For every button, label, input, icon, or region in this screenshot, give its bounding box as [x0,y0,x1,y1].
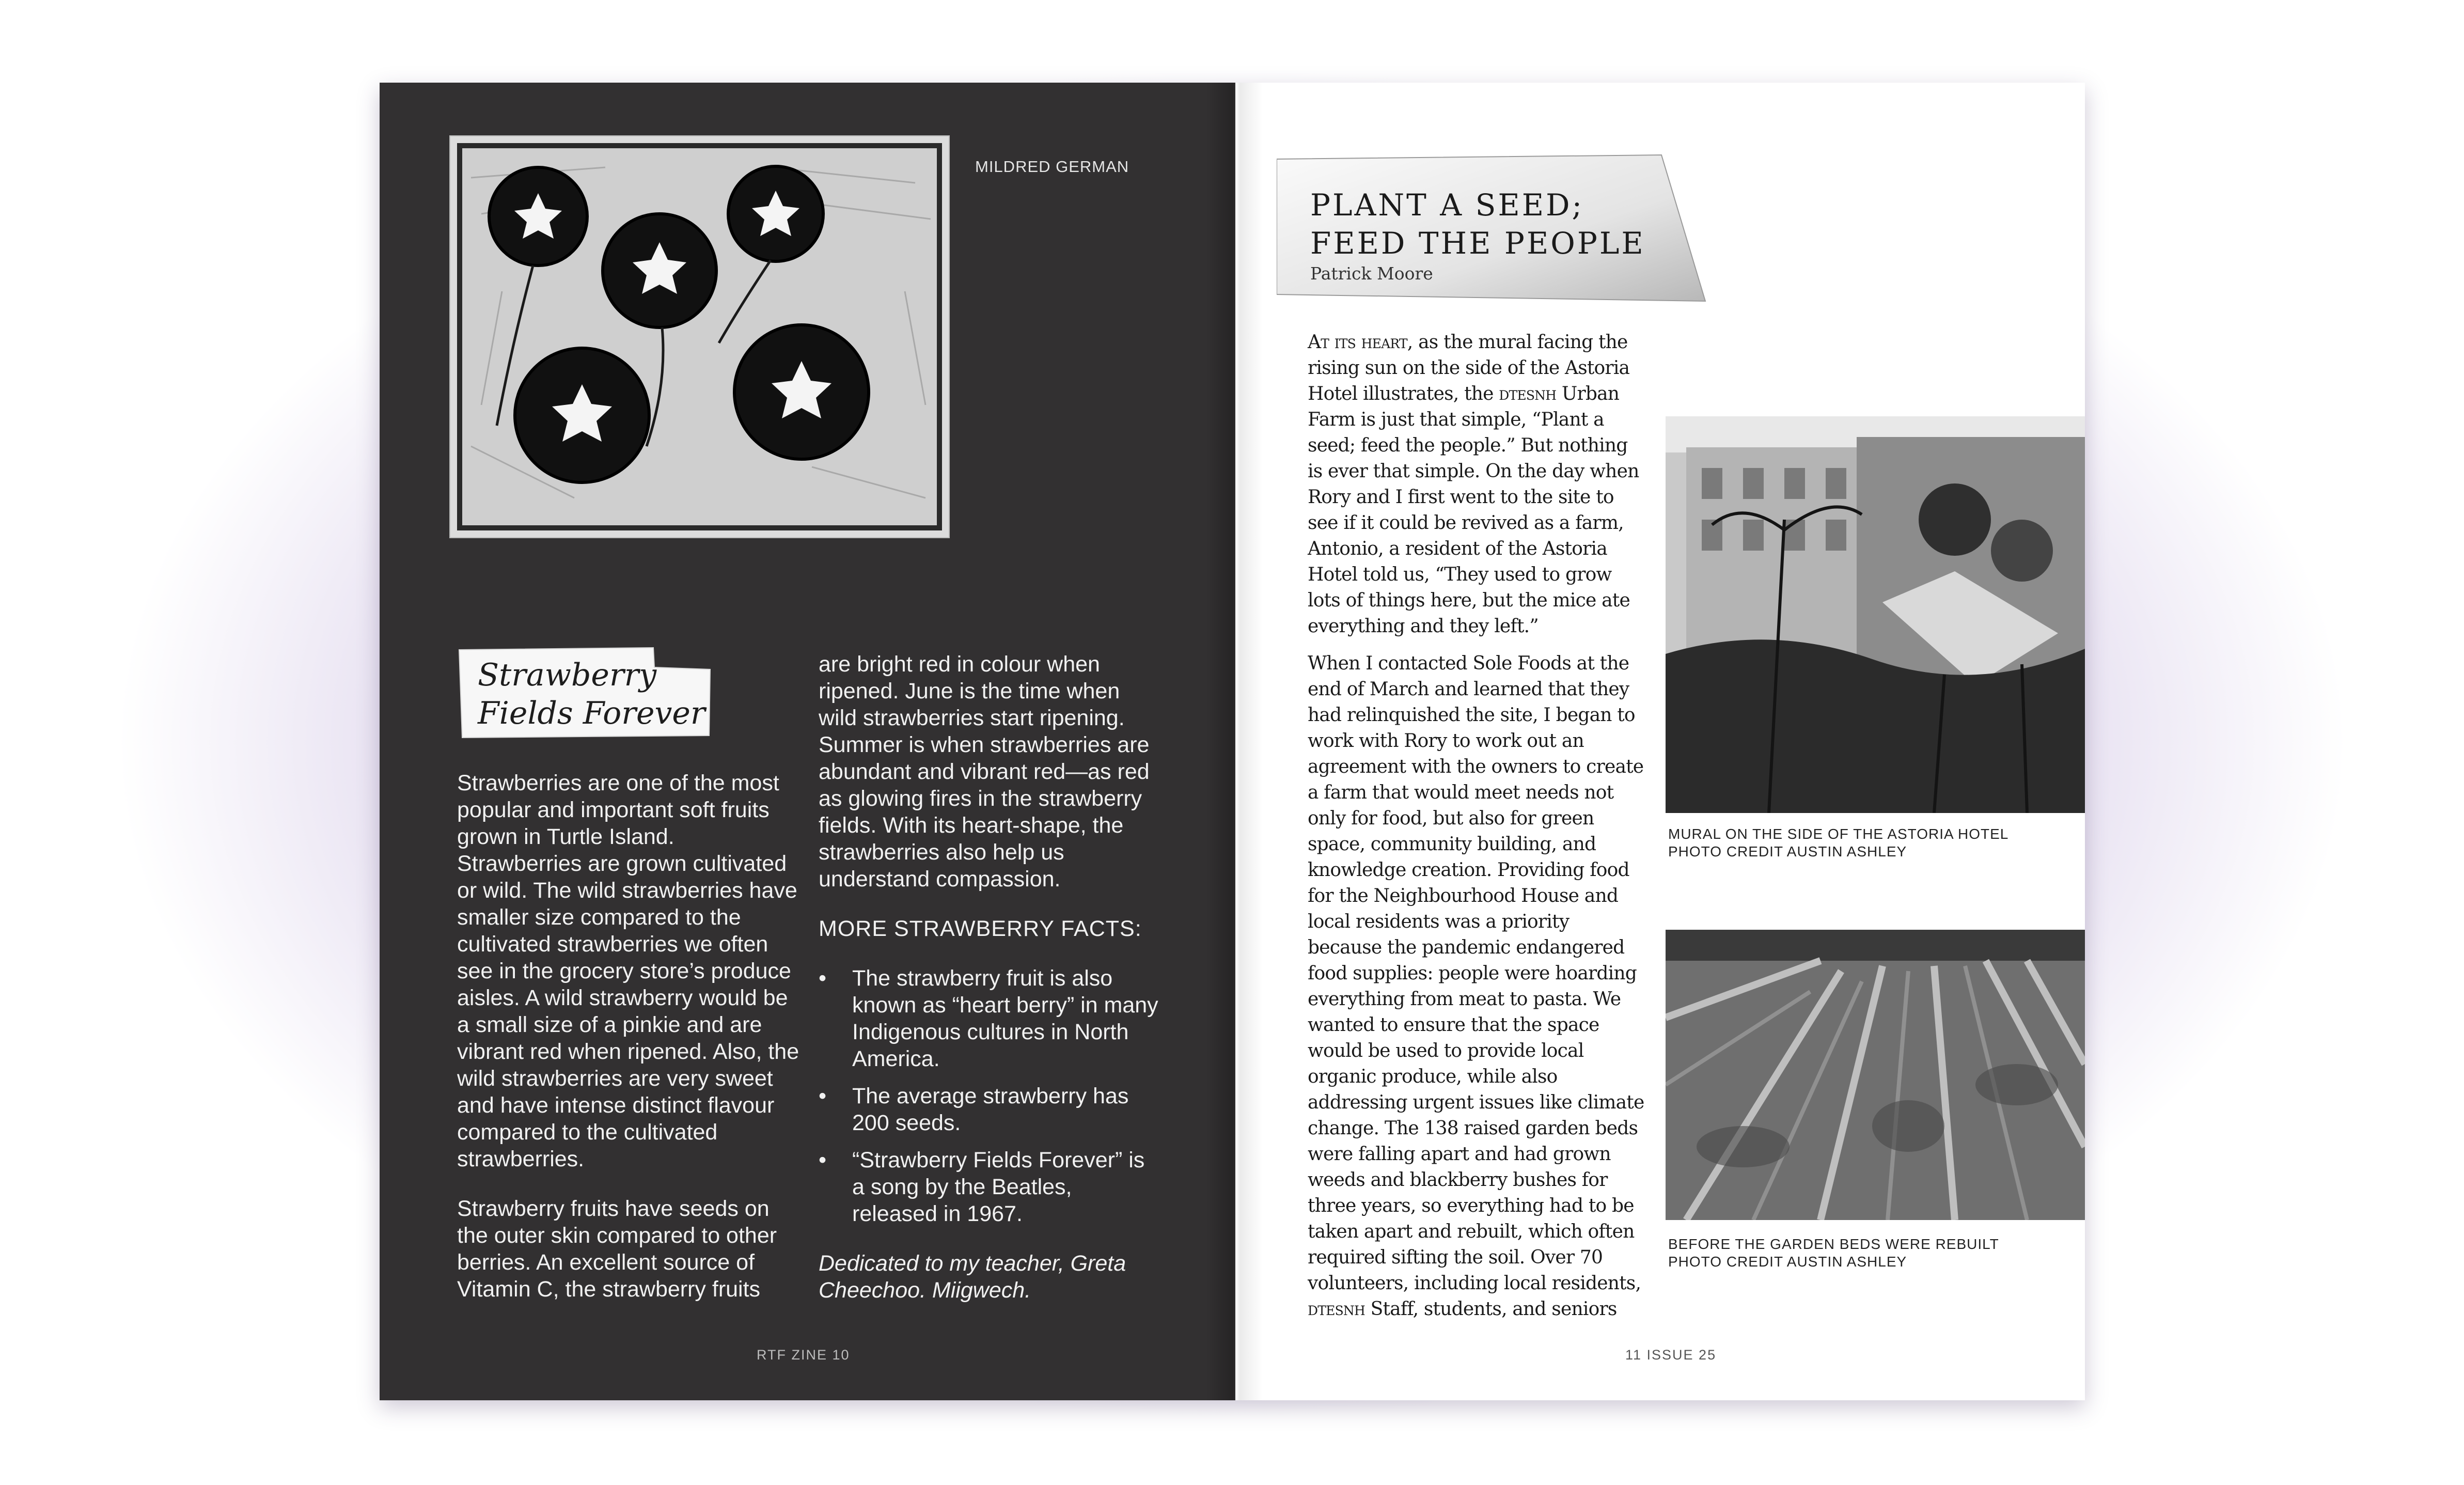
caption-credit: PHOTO CREDIT AUSTIN ASHLEY [1668,1254,1907,1270]
caption-line: BEFORE THE GARDEN BEDS WERE REBUILT [1668,1236,1999,1252]
article-heading [1310,186,1645,262]
garden-beds-photo [1666,930,2085,1220]
text-run: When I contacted Sole Foods at the end of March and learned that they had relinquished the site, I began to work with Rory to work out an agreement with the owners to create a farm that would meet needs not only for food, but also for green space, community building, and knowledge creation. Providing food for the Neighbourhood House and local residents was a priority because the pandemic endangered food supplies: people were hoarding everything from meat to pasta. We wanted to ensure that the space would be used to provide local organic produce, while also addressing urgent issues like climate change. The 138 raised garden beds were falling apart and had grown weeds and blackberry bushes for three years, so everything had to be taken apart and rebuilt, which often required sifting the soil. Over 70 volunteers, including local residents, [1308,653,1644,1294]
page-folio-right: 11 ISSUE 25 [1625,1347,1717,1363]
paragraph: are bright red in colour when ripened. June is the time when wild strawberries start ripening. Summer is when strawberries are abundant and vibrant red—as red as glowing fires in the strawberry fields. With its heart-shape, the strawberries also help us understand compassion. [819,652,1150,892]
mural-photo [1666,416,2085,813]
org-name: dtesnh [1499,383,1557,404]
heading-line2: FEED THE PEOPLE [1310,226,1645,261]
magazine-spread [380,83,2085,1400]
fact-item: • “Strawberry Fields Forever” is a song by the Beatles, released in 1967. [819,1147,1162,1227]
facts-list [819,965,1162,1227]
paragraph [1308,330,1646,639]
left-page [380,83,1235,1400]
text-column-1 [457,770,803,1325]
photo-caption [1668,1236,2071,1271]
fact-item: • The average strawberry has 200 seeds. [819,1083,1162,1136]
page-folio-left: RTF ZINE 10 [757,1347,850,1363]
text-column-2 [819,651,1162,1326]
caption-line: MURAL ON THE SIDE OF THE ASTORIA HOTEL [1668,826,2009,842]
article-body [1308,330,1646,1334]
right-page [1235,83,2085,1400]
facts-heading: MORE STRAWBERRY FACTS: [819,916,1142,941]
paragraph [1308,651,1646,1322]
article-title [478,656,705,732]
article-author: Patrick Moore [1310,263,1433,284]
text-run: Urban Farm is just that simple, “Plant a seed; feed the people.” But nothing is ever that simple. On the day when Rory and I first went to the site to see if it could be revived as a farm, Antonio, a resident of the Astoria Hotel told us, “They used to grow lots of things here, but the mice ate everything and they left.” [1308,383,1639,637]
text-run: as the mural facing the rising sun on the side of the Astoria Hotel illustrates, the [1308,332,1630,404]
org-name: dtesnh [1308,1299,1365,1320]
article-title-line2: Fields Forever [478,695,705,731]
dedication: Dedicated to my teacher, Greta Cheechoo. Miigwech. [819,1251,1126,1303]
strawberry-artwork-image [449,135,950,538]
article-title-line1: Strawberry [478,657,657,693]
article-title-card [457,647,713,739]
photo-caption [1668,825,2071,861]
lead-in: At its heart, [1308,332,1413,353]
paragraph: Strawberry fruits have seeds on the outer skin compared to other berries. An excellent source of Vitamin C, the strawberry fruits [457,1196,777,1302]
heading-line1: PLANT A SEED; [1310,187,1584,223]
caption-credit: PHOTO CREDIT AUSTIN ASHLEY [1668,843,1907,859]
artwork-credit: MILDRED GERMAN [975,158,1129,176]
article-heading-card [1277,154,1710,304]
paragraph: Strawberries are one of the most popular and important soft fruits grown in Turtle Island. Strawberries are grown cultivated or wild. The wild strawberries have smaller size compared to the cultivated strawberries we often see in the grocery store’s produce aisles. A wild strawberry would be a small size of a pinkie and are vibrant red when ripened. Also, the wild strawberries are very sweet and have intense distinct flavour compared to the cultivated strawberries. [457,771,799,1171]
text-run: Staff, students, and seniors [1364,1299,1617,1320]
fact-item: • The strawberry fruit is also known as “heart berry” in many Indigenous cultures in North America. [819,965,1162,1072]
